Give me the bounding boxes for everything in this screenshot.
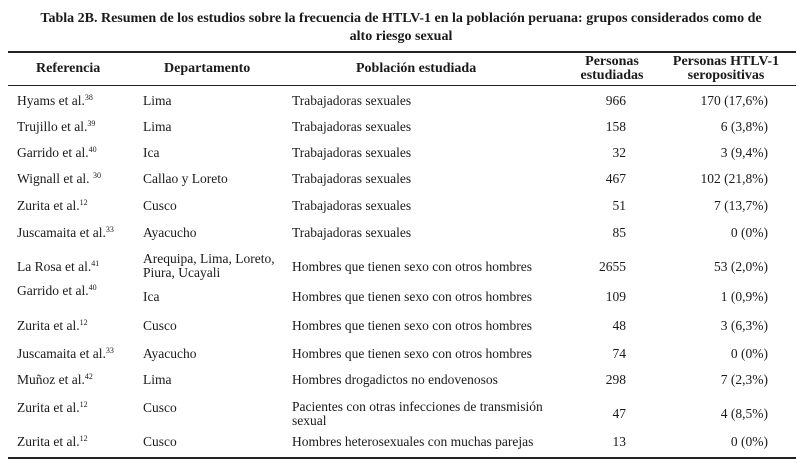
header-estudiadas-line-2: estudiadas — [580, 68, 644, 83]
poblacion-line-1: Pacientes con otras infecciones de transmisión — [292, 399, 543, 414]
cell-poblacion — [292, 319, 532, 333]
poblacion-line-1: Hombres drogadictos no endovenosos — [292, 372, 498, 387]
header-personas-seropositivas — [660, 55, 792, 83]
cell-poblacion — [292, 172, 411, 186]
referencia-text: Garrido et al. — [17, 145, 89, 160]
caption-line-2: alto riesgo sexual — [349, 29, 453, 44]
poblacion-line-1: Hombres heterosexuales con muchas parejas — [292, 434, 534, 449]
cell-departamento — [143, 252, 275, 280]
reference-superscript: 33 — [105, 346, 114, 355]
header-referencia: Referencia — [36, 61, 101, 76]
referencia-text: Juscamaita et al. — [17, 225, 106, 240]
cell-referencia — [17, 435, 88, 449]
cell-departamento — [143, 172, 228, 186]
departamento-line-2: Piura, Ucayali — [143, 265, 221, 280]
caption-line-1: Tabla 2B. Resumen de los estudios sobre la frecuencia de HTLV-1 en la población peruana: grupos considerados como de — [40, 11, 762, 26]
poblacion-line-1: Hombres que tienen sexo con otros hombres — [292, 259, 532, 274]
header-personas-estudiadas — [572, 55, 652, 83]
cell-personas-seropositivas: 53 (2,0%) — [714, 259, 768, 274]
cell-referencia — [17, 199, 88, 213]
cell-poblacion — [292, 290, 532, 304]
referencia-text: Garrido et al. — [17, 283, 89, 298]
poblacion-line-2: sexual — [292, 413, 327, 428]
cell-poblacion — [292, 400, 543, 428]
header-seropositivas-line-1: Personas HTLV-1 — [672, 54, 780, 69]
cell-departamento — [143, 401, 177, 415]
cell-referencia — [17, 120, 95, 134]
cell-departamento — [143, 290, 159, 304]
cell-personas-seropositivas: 0 (0%) — [730, 225, 768, 240]
cell-poblacion — [292, 120, 411, 134]
referencia-text: Hyams et al. — [17, 93, 85, 108]
cell-departamento — [143, 146, 159, 160]
cell-departamento — [143, 435, 177, 449]
table-caption — [0, 10, 802, 46]
cell-personas-seropositivas: 102 (21,8%) — [700, 171, 768, 186]
cell-personas-seropositivas: 0 (0%) — [730, 346, 768, 361]
cell-referencia — [17, 284, 97, 298]
cell-poblacion — [292, 146, 411, 160]
header-seropositivas-line-2: seropositivas — [687, 68, 765, 83]
cell-personas-seropositivas: 1 (0,9%) — [720, 289, 768, 304]
poblacion-line-1: Trabajadoras sexuales — [292, 198, 412, 213]
departamento-line-1: Cusco — [143, 400, 177, 415]
poblacion-line-1: Trabajadoras sexuales — [292, 93, 412, 108]
referencia-text: Zurita et al. — [17, 198, 80, 213]
poblacion-line-1: Hombres que tienen sexo con otros hombres — [292, 346, 532, 361]
departamento-line-1: Cusco — [143, 318, 177, 333]
cell-personas-estudiadas: 298 — [605, 372, 626, 387]
cell-departamento — [143, 120, 172, 134]
reference-superscript: 42 — [84, 372, 93, 381]
cell-referencia — [17, 373, 93, 387]
bottom-rule — [8, 457, 796, 459]
cell-personas-estudiadas: 48 — [612, 318, 626, 333]
poblacion-line-1: Hombres que tienen sexo con otros hombres — [292, 289, 532, 304]
departamento-line-1: Lima — [143, 93, 172, 108]
cell-referencia — [17, 146, 97, 160]
cell-departamento — [143, 94, 172, 108]
cell-poblacion — [292, 94, 411, 108]
referencia-text: Juscamaita et al. — [17, 346, 106, 361]
cell-personas-seropositivas: 7 (2,3%) — [720, 372, 768, 387]
referencia-text: Muñoz et al. — [17, 372, 85, 387]
departamento-line-1: Cusco — [143, 434, 177, 449]
reference-superscript: 30 — [92, 171, 101, 180]
reference-superscript: 39 — [87, 119, 96, 128]
departamento-line-1: Lima — [143, 372, 172, 387]
reference-superscript: 40 — [88, 145, 97, 154]
cell-personas-estudiadas: 467 — [605, 171, 626, 186]
cell-personas-estudiadas: 109 — [605, 289, 626, 304]
cell-departamento — [143, 347, 197, 361]
cell-poblacion — [292, 226, 411, 240]
cell-poblacion — [292, 347, 532, 361]
departamento-line-1: Ica — [143, 289, 160, 304]
cell-poblacion — [292, 435, 533, 449]
cell-poblacion — [292, 199, 411, 213]
cell-referencia — [17, 401, 88, 415]
cell-referencia — [17, 347, 114, 361]
top-rule — [8, 51, 796, 53]
header-poblacion: Población estudiada — [356, 61, 477, 76]
departamento-line-1: Cusco — [143, 198, 177, 213]
departamento-line-1: Callao y Loreto — [143, 171, 228, 186]
departamento-line-1: Ica — [143, 145, 160, 160]
referencia-text: La Rosa et al. — [17, 259, 92, 274]
referencia-text: Zurita et al. — [17, 318, 80, 333]
poblacion-line-1: Trabajadoras sexuales — [292, 119, 412, 134]
cell-personas-estudiadas: 32 — [612, 145, 626, 160]
cell-referencia — [17, 94, 93, 108]
cell-personas-estudiadas: 158 — [605, 119, 626, 134]
cell-personas-estudiadas: 51 — [612, 198, 626, 213]
departamento-line-1: Arequipa, Lima, Loreto, — [143, 251, 275, 266]
reference-superscript: 40 — [88, 283, 97, 292]
cell-departamento — [143, 319, 177, 333]
cell-referencia — [17, 319, 88, 333]
departamento-line-1: Ayacucho — [143, 346, 197, 361]
cell-referencia — [17, 226, 114, 240]
departamento-line-1: Ayacucho — [143, 225, 197, 240]
referencia-text: Zurita et al. — [17, 400, 80, 415]
cell-personas-estudiadas: 2655 — [599, 259, 626, 274]
poblacion-line-1: Trabajadoras sexuales — [292, 225, 412, 240]
cell-personas-seropositivas: 7 (13,7%) — [714, 198, 768, 213]
cell-departamento — [143, 226, 197, 240]
reference-superscript: 38 — [84, 93, 93, 102]
cell-personas-seropositivas: 4 (8,5%) — [720, 406, 768, 421]
poblacion-line-1: Trabajadoras sexuales — [292, 145, 412, 160]
cell-personas-seropositivas: 170 (17,6%) — [700, 93, 768, 108]
cell-personas-seropositivas: 3 (9,4%) — [720, 145, 768, 160]
poblacion-line-1: Hombres que tienen sexo con otros hombres — [292, 318, 532, 333]
reference-superscript: 12 — [79, 400, 88, 409]
reference-superscript: 12 — [79, 318, 88, 327]
cell-referencia — [17, 260, 99, 274]
cell-referencia — [17, 172, 101, 186]
reference-superscript: 12 — [79, 198, 88, 207]
cell-personas-seropositivas: 3 (6,3%) — [720, 318, 768, 333]
reference-superscript: 33 — [105, 225, 114, 234]
reference-superscript: 12 — [79, 434, 88, 443]
cell-personas-estudiadas: 47 — [612, 406, 626, 421]
referencia-text: Trujillo et al. — [17, 119, 88, 134]
cell-personas-estudiadas: 966 — [605, 93, 626, 108]
reference-superscript: 41 — [91, 259, 100, 268]
departamento-line-1: Lima — [143, 119, 172, 134]
header-estudiadas-line-1: Personas — [585, 54, 639, 69]
poblacion-line-1: Trabajadoras sexuales — [292, 171, 412, 186]
cell-personas-estudiadas: 85 — [612, 225, 626, 240]
cell-personas-estudiadas: 74 — [612, 346, 626, 361]
cell-personas-estudiadas: 13 — [612, 434, 626, 449]
header-rule — [8, 85, 796, 86]
cell-poblacion — [292, 260, 532, 274]
cell-departamento — [143, 373, 172, 387]
cell-departamento — [143, 199, 177, 213]
referencia-text: Wignall et al. — [17, 171, 93, 186]
cell-personas-seropositivas: 6 (3,8%) — [720, 119, 768, 134]
referencia-text: Zurita et al. — [17, 434, 80, 449]
cell-poblacion — [292, 373, 498, 387]
header-departamento: Departamento — [164, 61, 251, 76]
cell-personas-seropositivas: 0 (0%) — [730, 434, 768, 449]
